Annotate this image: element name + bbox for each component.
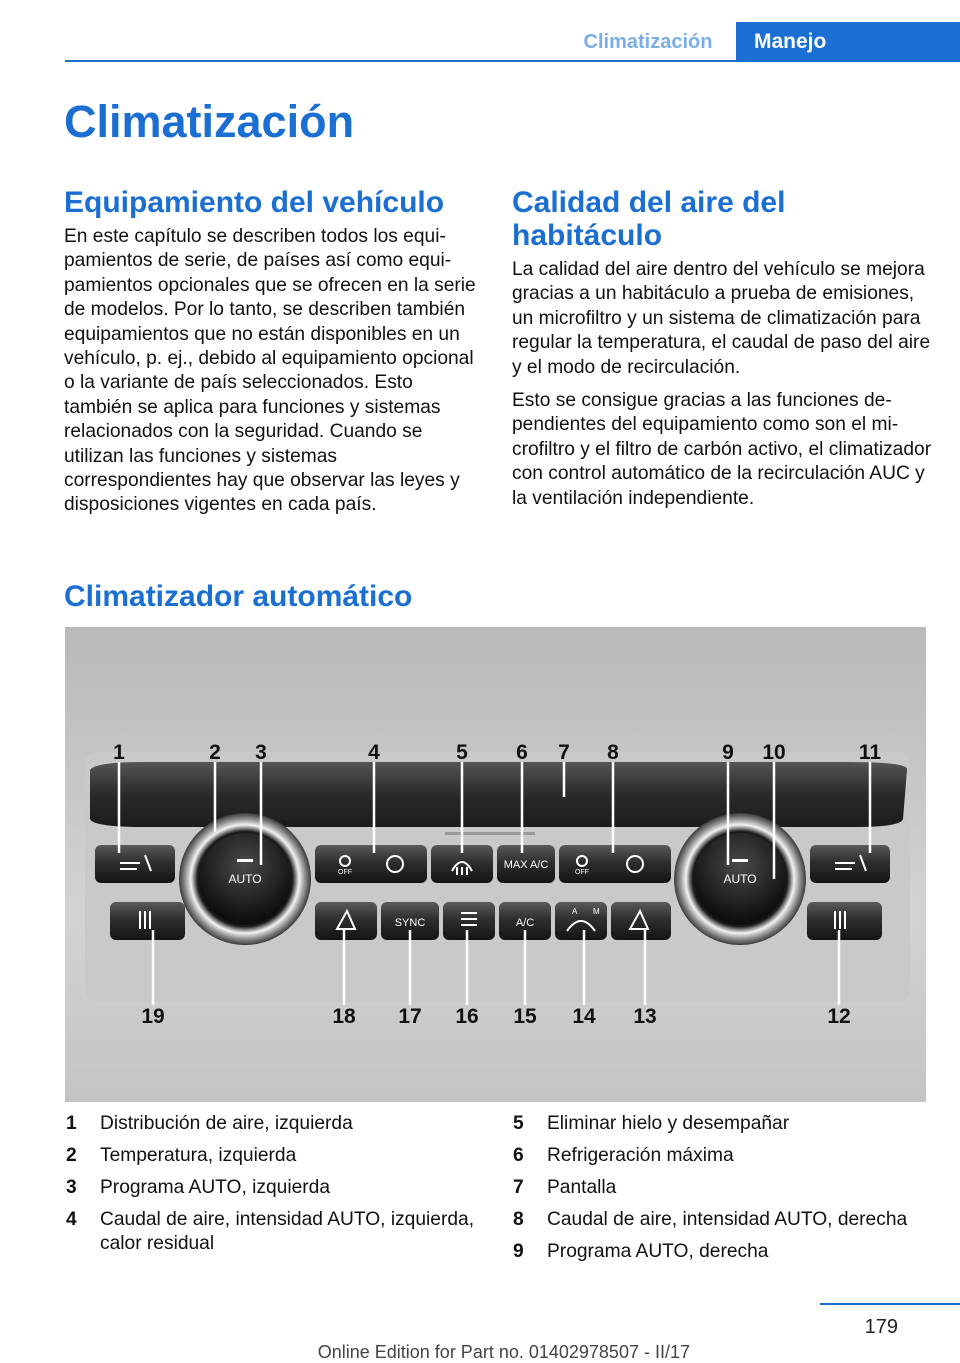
legend-number: 1 xyxy=(66,1113,77,1134)
footer-rule xyxy=(820,1303,960,1305)
left-column xyxy=(64,186,480,518)
legend-item xyxy=(513,1240,943,1264)
callout-number: 4 xyxy=(368,741,380,764)
callout-number: 12 xyxy=(827,1005,851,1028)
callout-number: 15 xyxy=(513,1005,537,1028)
callout-number: 1 xyxy=(113,741,125,764)
legend-item xyxy=(513,1176,943,1200)
footer-edition: Online Edition for Part no. 01402978507 - II/17 xyxy=(317,1342,690,1362)
page-number: 179 xyxy=(864,1316,898,1338)
legend-number: 3 xyxy=(66,1177,77,1198)
callout-number: 6 xyxy=(516,741,528,764)
legend-item xyxy=(513,1208,943,1232)
legend-right xyxy=(513,1112,943,1272)
right-column-paragraph: Esto se consigue gracias a las funciones dependientes del equipamiento como son el microfiltro y el filtro de carbón activo, el climatizador con control automático de la recirculación AUC y la ventilación independiente. xyxy=(512,390,932,509)
legend-item xyxy=(66,1112,486,1136)
right-column-paragraph: La calidad del aire dentro del vehículo se mejora gracias a un habitáculo a prueba de emisiones, un microfiltro y un sistema de climatización para regular la temperatura, el caudal de paso del aire y el modo de recirculación. xyxy=(512,259,931,378)
legend-number: 7 xyxy=(513,1177,524,1198)
climate-panel-illustration xyxy=(65,627,926,1102)
legend-number: 8 xyxy=(513,1209,524,1230)
legend-item xyxy=(513,1144,943,1168)
page-title: Climatización xyxy=(64,96,355,147)
legend-number: 4 xyxy=(66,1209,77,1230)
legend-item xyxy=(66,1144,486,1168)
legend-left xyxy=(66,1112,486,1264)
callout-number: 16 xyxy=(455,1005,479,1028)
left-column-heading: Equipamiento del vehículo xyxy=(64,186,445,219)
callout-number: 14 xyxy=(572,1005,596,1028)
legend-number: 5 xyxy=(513,1113,524,1134)
fan-off-right-label: OFF xyxy=(575,869,589,876)
max-ac-label: MAX A/C xyxy=(503,859,549,871)
legend-text: Temperatura, izquierda xyxy=(100,1145,297,1166)
callout-number: 13 xyxy=(633,1005,657,1028)
legend-number: 6 xyxy=(513,1145,524,1166)
legend-item xyxy=(513,1112,943,1136)
fan-off-left-label: OFF xyxy=(338,869,352,876)
callout-number: 18 xyxy=(332,1005,356,1028)
legend-text: Eliminar hielo y desempañar xyxy=(547,1113,790,1134)
sync-label: SYNC xyxy=(394,917,426,929)
auc-a-label: A xyxy=(572,907,578,916)
left-column-paragraph: En este capítulo se describen todos los equipamientos de serie, de países así como equipamientos opcionales que se ofrecen en la serie de modelos. Por lo tanto, se describen también equipamientos que no están disponibles en un vehículo, p. ej., debido al equipamiento opcional o la variante de país seleccionados. Esto también se aplica para funciones y sistemas relacionados con la seguridad. Cuando se utilizan las funciones y sistemas correspondientes hay que observar las leyes y disposiciones vigentes en cada país. xyxy=(64,226,476,516)
legend-text: Caudal de aire, intensidad AUTO, derecha xyxy=(547,1209,908,1230)
legend-text: Distribución de aire, izquierda xyxy=(100,1113,353,1134)
figure-heading: Climatizador automático xyxy=(64,580,413,613)
callout-number: 11 xyxy=(858,741,882,764)
knob-right-label: AUTO xyxy=(723,872,757,886)
legend-text: Refrigeración máxima xyxy=(547,1145,734,1166)
ac-label: A/C xyxy=(515,917,535,929)
climate-panel-figure xyxy=(65,627,926,1102)
callout-number: 10 xyxy=(762,741,786,764)
legend-text: Caudal de aire, intensidad AUTO, izquierda, calor residual xyxy=(100,1209,475,1254)
header-rule xyxy=(65,60,960,62)
knob-left-label: AUTO xyxy=(228,872,262,886)
right-column-heading: Calidad del aire del habitáculo xyxy=(512,186,786,252)
callout-number: 7 xyxy=(558,741,570,764)
legend-text: Pantalla xyxy=(547,1177,617,1198)
callout-number: 17 xyxy=(398,1005,422,1028)
right-column xyxy=(512,186,932,511)
chapter-tab[interactable]: Climatización xyxy=(583,31,713,53)
legend-item xyxy=(66,1208,486,1256)
legend-item xyxy=(66,1176,486,1200)
auc-m-label: M xyxy=(593,907,600,916)
callout-number: 2 xyxy=(209,741,221,764)
callout-number: 19 xyxy=(141,1005,165,1028)
callout-number: 8 xyxy=(607,741,619,764)
legend-text: Programa AUTO, derecha xyxy=(547,1241,769,1262)
section-tab[interactable]: Manejo xyxy=(736,22,960,62)
legend-number: 9 xyxy=(513,1241,524,1262)
callout-number: 5 xyxy=(456,741,468,764)
legend-number: 2 xyxy=(66,1145,77,1166)
callout-number: 9 xyxy=(722,741,734,764)
legend-text: Programa AUTO, izquierda xyxy=(100,1177,330,1198)
callout-number: 3 xyxy=(255,741,267,764)
